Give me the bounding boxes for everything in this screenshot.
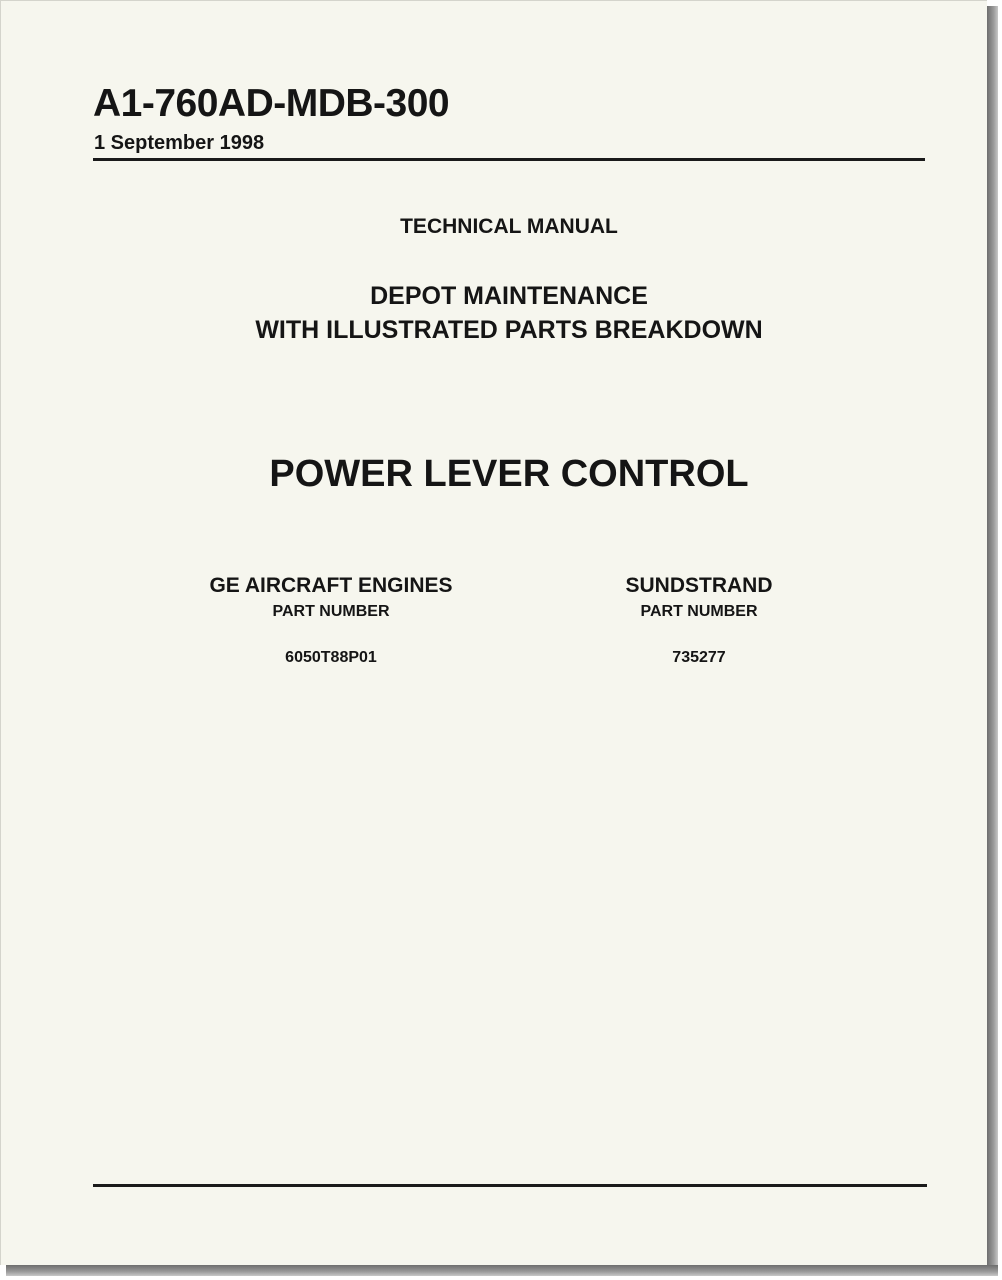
manual-subtitle-line-2: WITH ILLUSTRATED PARTS BREAKDOWN	[255, 316, 763, 344]
part-number-label: PART NUMBER	[272, 603, 390, 620]
part-number-label: PART NUMBER	[640, 603, 758, 620]
page-shadow-right	[987, 6, 998, 1272]
part-number-value: 6050T88P01	[285, 649, 377, 666]
footer-divider	[93, 1184, 927, 1187]
part-number-block-ge	[181, 573, 481, 668]
manufacturer-name: GE AIRCRAFT ENGINES	[209, 574, 453, 597]
part-number-value: 735277	[672, 649, 726, 666]
document-number: A1-760AD-MDB-300	[93, 82, 450, 125]
manufacturer-name: SUNDSTRAND	[625, 574, 773, 597]
document-date: 1 September 1998	[94, 132, 265, 154]
manual-type: TECHNICAL MANUAL	[400, 215, 618, 238]
header-divider	[93, 158, 925, 161]
manual-subtitle-line-1: DEPOT MAINTENANCE	[370, 282, 648, 310]
manual-title: POWER LEVER CONTROL	[269, 453, 749, 495]
page-shadow-bottom	[6, 1265, 998, 1276]
part-number-block-sundstrand	[549, 573, 849, 668]
